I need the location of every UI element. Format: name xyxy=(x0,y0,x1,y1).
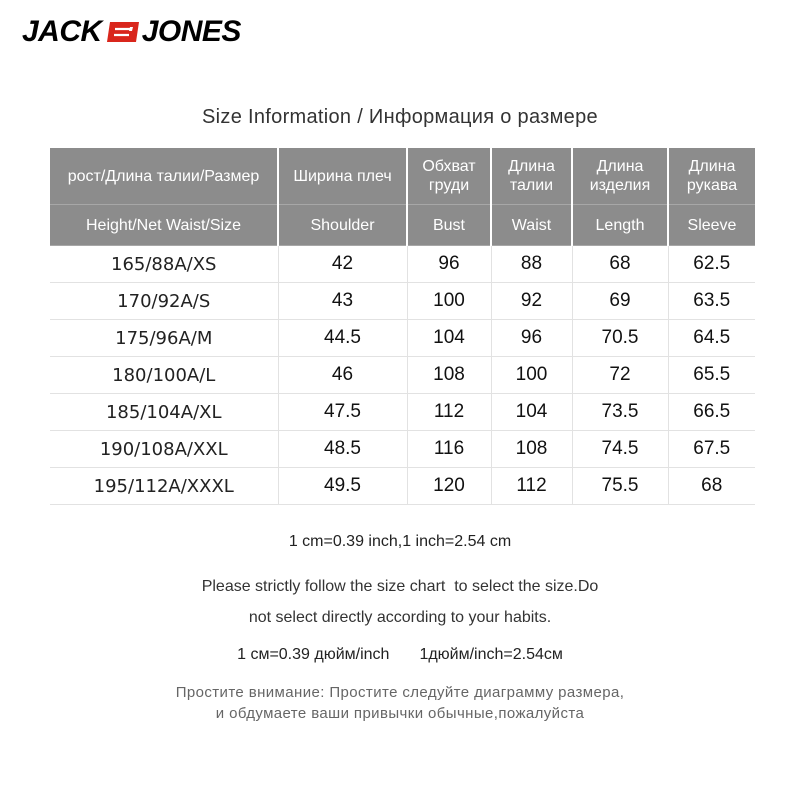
cell-bust: 96 xyxy=(407,246,491,283)
header-waist-en: Waist xyxy=(491,205,572,246)
cell-length: 73.5 xyxy=(572,394,668,431)
header-size-ru: рост/Длина талии/Размер xyxy=(50,148,278,205)
cell-sleeve: 67.5 xyxy=(668,431,755,468)
cell-waist: 96 xyxy=(491,320,572,357)
table-row xyxy=(50,468,755,505)
table-header-row-ru xyxy=(50,148,755,205)
advice-note-en-line1: Please strictly follow the size chart to select the size.Do xyxy=(201,578,599,595)
cell-size: 190/108A/XXL xyxy=(50,431,278,468)
cell-length: 74.5 xyxy=(572,431,668,468)
header-sleeve-ru: Длина рукава xyxy=(668,148,755,205)
conversion-note-ru xyxy=(0,646,800,664)
header-waist-ru: Длина талии xyxy=(491,148,572,205)
cell-bust: 100 xyxy=(407,283,491,320)
conversion-note-en: 1 cm=0.39 inch,1 inch=2.54 cm xyxy=(288,533,512,550)
cell-size: 170/92A/S xyxy=(50,283,278,320)
header-bust-ru: Обхват груди xyxy=(407,148,491,205)
cell-sleeve: 62.5 xyxy=(668,246,755,283)
brand-flag-icon xyxy=(106,21,140,43)
advice-note-ru xyxy=(0,682,800,724)
cell-waist: 92 xyxy=(491,283,572,320)
cell-waist: 104 xyxy=(491,394,572,431)
cell-shoulder: 44.5 xyxy=(278,320,407,357)
cell-bust: 108 xyxy=(407,357,491,394)
advice-note-ru-line1: Простите внимание: Простите следуйте диаграмму размера, xyxy=(175,684,625,701)
advice-note-en-line2: not select directly according to your habits. xyxy=(248,609,552,626)
cell-size: 185/104A/XL xyxy=(50,394,278,431)
header-size-en: Height/Net Waist/Size xyxy=(50,205,278,246)
header-sleeve-en: Sleeve xyxy=(668,205,755,246)
cell-sleeve: 64.5 xyxy=(668,320,755,357)
cell-length: 68 xyxy=(572,246,668,283)
cell-shoulder: 46 xyxy=(278,357,407,394)
cell-sleeve: 68 xyxy=(668,468,755,505)
cell-shoulder: 42 xyxy=(278,246,407,283)
cell-length: 75.5 xyxy=(572,468,668,505)
cell-waist: 108 xyxy=(491,431,572,468)
size-chart-table xyxy=(50,148,755,505)
cell-size: 195/112A/XXXL xyxy=(50,468,278,505)
conversion-note-ru-a: 1 см=0.39 дюйм/inch xyxy=(237,646,390,663)
cell-bust: 116 xyxy=(407,431,491,468)
cell-length: 72 xyxy=(572,357,668,394)
cell-bust: 120 xyxy=(407,468,491,505)
cell-sleeve: 66.5 xyxy=(668,394,755,431)
brand-logo-right: JONES xyxy=(141,15,241,48)
brand-logo-left: JACK xyxy=(22,15,102,48)
cell-shoulder: 43 xyxy=(278,283,407,320)
advice-note-en xyxy=(0,571,800,633)
cell-waist: 88 xyxy=(491,246,572,283)
cell-length: 69 xyxy=(572,283,668,320)
advice-note-ru-line2: и обдумаете ваши привычки обычные,пожалуйста xyxy=(215,705,585,722)
cell-waist: 100 xyxy=(491,357,572,394)
cell-sleeve: 63.5 xyxy=(668,283,755,320)
header-bust-en: Bust xyxy=(407,205,491,246)
header-shoulder-ru: Ширина плеч xyxy=(278,148,407,205)
table-row xyxy=(50,246,755,283)
header-length-ru: Длина изделия xyxy=(572,148,668,205)
cell-shoulder: 48.5 xyxy=(278,431,407,468)
header-shoulder-en: Shoulder xyxy=(278,205,407,246)
cell-shoulder: 47.5 xyxy=(278,394,407,431)
table-row xyxy=(50,320,755,357)
cell-shoulder: 49.5 xyxy=(278,468,407,505)
header-length-en: Length xyxy=(572,205,668,246)
conversion-note-ru-b: 1дюйм/inch=2.54см xyxy=(419,646,563,663)
brand-logo xyxy=(22,14,241,50)
table-row xyxy=(50,431,755,468)
cell-sleeve: 65.5 xyxy=(668,357,755,394)
cell-size: 165/88A/XS xyxy=(50,246,278,283)
cell-bust: 104 xyxy=(407,320,491,357)
table-row xyxy=(50,283,755,320)
cell-waist: 112 xyxy=(491,468,572,505)
cell-size: 180/100A/L xyxy=(50,357,278,394)
cell-length: 70.5 xyxy=(572,320,668,357)
table-row xyxy=(50,394,755,431)
cell-size: 175/96A/M xyxy=(50,320,278,357)
cell-bust: 112 xyxy=(407,394,491,431)
page-title: Size Information / Информация о размере xyxy=(202,106,598,128)
table-row xyxy=(50,357,755,394)
table-header-row-en xyxy=(50,205,755,246)
